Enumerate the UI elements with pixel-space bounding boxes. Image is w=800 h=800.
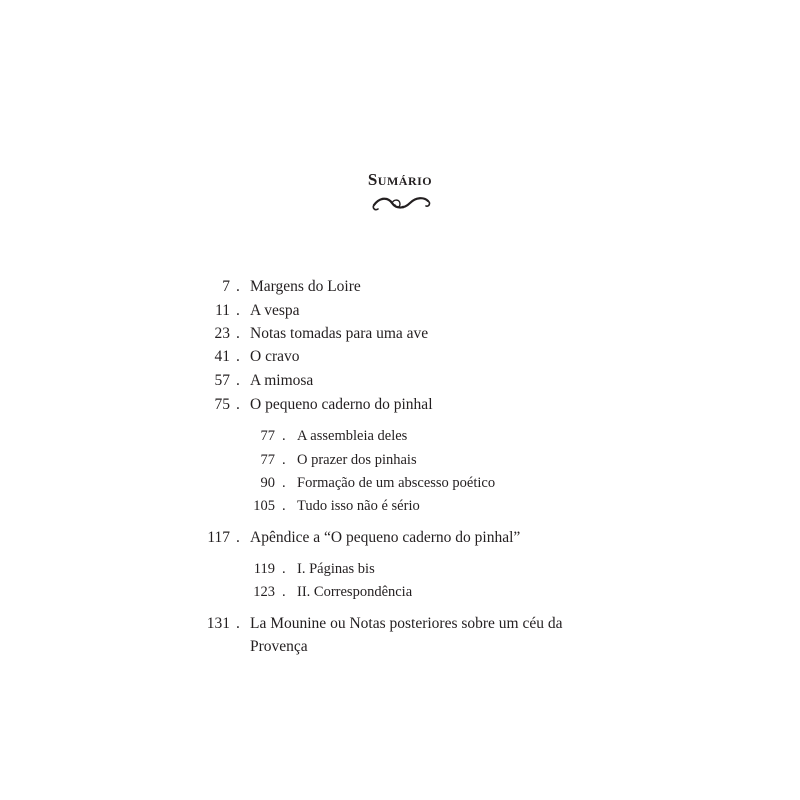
separator-dot: . [236, 325, 240, 342]
page-number: 77 [260, 428, 275, 444]
entry-title: O cravo [250, 348, 300, 365]
page-number: 75 [214, 396, 230, 413]
separator-dot: . [282, 475, 286, 491]
page-number: 123 [253, 584, 275, 600]
page-number: 117 [207, 529, 230, 546]
entry-title: O pequeno caderno do pinhal [250, 396, 433, 413]
page-number: 90 [260, 475, 275, 491]
entry-title: Apêndice a “O pequeno caderno do pinhal” [250, 529, 521, 546]
page-title [0, 170, 800, 190]
page-number: 119 [253, 561, 275, 577]
page-number: 41 [214, 348, 230, 365]
entry-title: Margens do Loire [250, 278, 361, 295]
page-number: 57 [214, 372, 230, 389]
separator-dot: . [282, 428, 286, 444]
page-number: 23 [214, 325, 230, 342]
entry-title-continuation: Provença [250, 638, 308, 655]
entry-title: II. Correspondência [297, 584, 413, 600]
page-number: 7 [222, 278, 230, 295]
entry-title: A assembleia deles [297, 428, 408, 444]
separator-dot: . [282, 561, 286, 577]
page-number: 131 [206, 615, 230, 632]
page-number: 105 [253, 498, 275, 514]
separator-dot: . [236, 529, 240, 546]
separator-dot: . [282, 498, 286, 514]
page-number: 77 [260, 452, 275, 468]
separator-dot: . [236, 396, 240, 413]
entry-title: A mimosa [250, 372, 314, 389]
entry-title: La Mounine ou Notas posteriores sobre um céu da [250, 615, 563, 632]
entry-title: I. Páginas bis [297, 561, 375, 577]
separator-dot: . [236, 615, 240, 632]
page-number: 11 [215, 302, 230, 319]
separator-dot: . [236, 348, 240, 365]
separator-dot: . [282, 452, 286, 468]
entry-title: A vespa [250, 302, 300, 319]
entry-title: Tudo isso não é sério [297, 498, 420, 514]
separator-dot: . [282, 584, 286, 600]
entry-title: O prazer dos pinhais [297, 452, 417, 468]
separator-dot: . [236, 372, 240, 389]
entry-title: Notas tomadas para uma ave [250, 325, 429, 342]
entry-title: Formação de um abscesso poético [297, 475, 496, 491]
flourish-ornament-icon [370, 193, 432, 215]
title-text: Sumário [367, 170, 433, 189]
separator-dot: . [236, 278, 240, 295]
separator-dot: . [236, 302, 240, 319]
